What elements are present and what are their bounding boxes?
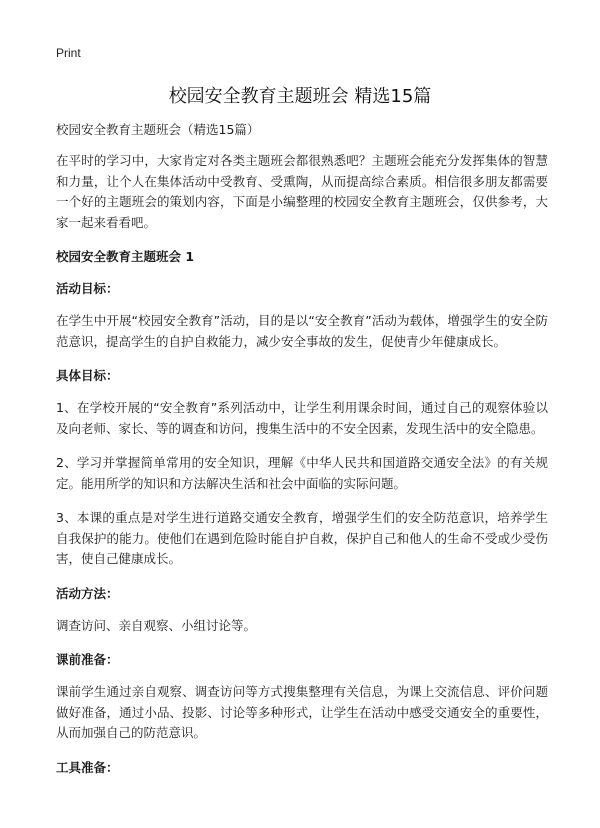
- specific-item: 1、在学校开展的“安全教育”系列活动中，让学生利用课余时间，通过自己的观察体验以及向老师、家长、等的调查和访问，搜集生活中的不安全因素，发现生活中的安全隐患。: [56, 400, 548, 436]
- tools-heading: 工具准备：: [56, 759, 119, 775]
- method-paragraph: 调查访问、亲自观察、小组讨论等。: [56, 617, 257, 633]
- section-title: 校园安全教育主题班会 1: [56, 249, 195, 264]
- method-heading: 活动方法：: [56, 585, 119, 601]
- print-link[interactable]: Print: [56, 46, 81, 60]
- specific-item: 2、学习并掌握简单常用的安全知识，理解《中华人民共和国道路交通安全法》的有关规定。能用所学的知识和方法解决生活和社会中面临的实际问题。: [56, 455, 548, 491]
- prep-paragraph: 课前学生通过亲自观察、调查访问等方式搜集整理有关信息，为课上交流信息、评价问题做好准备，通过小品、投影、讨论等多种形式，让学生在活动中感受交通安全的重要性，从而加强自己的防范意识。: [56, 684, 548, 740]
- intro-paragraph: 在平时的学习中，大家肯定对各类主题班会都很熟悉吧？主题班会能充分发挥集体的智慧和力量，让个人在集体活动中受教育、受熏陶，从而提高综合素质。相信很多朋友都需要一个好的主题班会的策划内容，下面是小编整理的校园安全教育主题班会，仅供参考，大家一起来看看吧。: [56, 153, 548, 230]
- goal-paragraph: 在学生中开展“校园安全教育”活动，目的是以“安全教育”活动为载体，增强学生的安全防范意识，提高学生的自护自救能力，减少安全事故的发生，促使青少年健康成长。: [56, 313, 548, 349]
- specific-heading: 具体目标：: [56, 368, 119, 383]
- goal-heading: 活动目标：: [56, 281, 119, 296]
- page-title: 校园安全教育主题班会 精选15篇: [168, 86, 432, 107]
- specific-item: 3、本课的重点是对学生进行道路交通安全教育，增强学生们的安全防范意识，培养学生自我保护的能力。使他们在遇到危险时能自护自救，保护自己和他人的生命不受或少受伤害，使自己健康成长。: [56, 510, 548, 566]
- document-body: [56, 120, 548, 790]
- document-subtitle: 校园安全教育主题班会（精选15篇）: [56, 122, 260, 137]
- prep-heading: 课前准备：: [56, 652, 119, 667]
